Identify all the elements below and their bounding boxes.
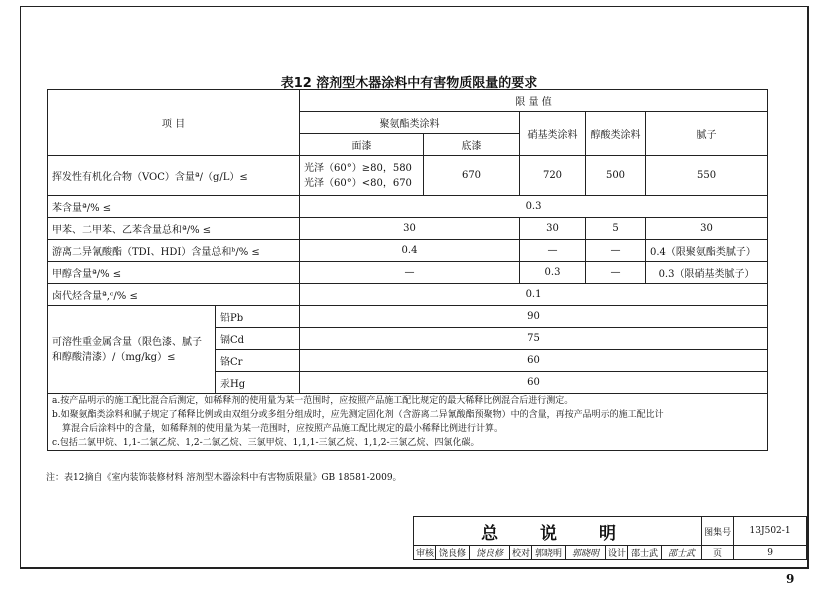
design-label: 设计 [606, 546, 628, 560]
row-methanol-nc: 0.3 [520, 262, 586, 284]
page-number: 9 [786, 572, 795, 586]
voc-topcoat-line1: 光泽（60°）≥80，580 [304, 162, 412, 174]
header-primer: 底漆 [424, 134, 520, 156]
metal-value: 90 [300, 306, 768, 328]
row-benzene-value: 0.3 [300, 196, 768, 218]
design-signature: 邵士武 [662, 546, 702, 560]
review-signature: 饶良修 [470, 546, 510, 560]
row-tdi-pu: 0.4 [300, 240, 520, 262]
limits-table [47, 89, 768, 451]
row-voc-primer: 670 [424, 156, 520, 196]
metal-name: 铬Cr [216, 350, 300, 372]
page-number-cell: 9 [734, 546, 807, 560]
row-metals-label: 可溶性重金属含量（限色漆、腻子和醇酸清漆）/（mg/kg）≤ [48, 306, 216, 394]
review-label: 审核 [414, 546, 436, 560]
voc-topcoat-line2: 光泽（60°）<80，670 [304, 177, 412, 189]
page-label: 页 [702, 546, 734, 560]
row-toluene-label: 甲苯、二甲苯、乙苯含量总和ª/% ≤ [48, 218, 300, 240]
note-b-line1: b.如聚氨酯类涂料和腻子规定了稀释比例或由双组分或多组分组成时，应先测定固化剂（含游离二异氰酸酯预聚物）中的含量，再按产品明示的施工配比计 [52, 410, 664, 420]
row-halo-value: 0.1 [300, 284, 768, 306]
row-toluene-alkyd: 5 [586, 218, 646, 240]
row-benzene-label: 苯含量ª/% ≤ [48, 196, 300, 218]
atlas-number: 13J502-1 [734, 517, 807, 546]
check-label: 校对 [510, 546, 532, 560]
review-name: 饶良修 [436, 546, 470, 560]
row-tdi-label: 游离二异氰酸酯（TDI、HDI）含量总和ᵇ/% ≤ [48, 240, 300, 262]
metal-value: 60 [300, 372, 768, 394]
row-voc-label: 挥发性有机化合物（VOC）含量ª/（g/L）≤ [48, 156, 300, 196]
header-limit: 限 量 值 [300, 90, 768, 112]
design-name: 邵士武 [628, 546, 662, 560]
row-voc-nc: 720 [520, 156, 586, 196]
row-voc-alkyd: 500 [586, 156, 646, 196]
note-b-line2: 算混合后涂料中的含量，如稀释剂的使用量为某一范围时，应按照产品施工配比规定的最小稀释比例进行计算。 [62, 424, 504, 434]
row-toluene-pu: 30 [300, 218, 520, 240]
note-c: c.包括二氯甲烷、1,1-二氯乙烷、1,2-二氯乙烷、三氯甲烷、1,1,1-三氯乙烷、1,1,2-三氯乙烷、四氯化碳。 [52, 438, 480, 448]
atlas-label: 图集号 [702, 517, 734, 546]
metal-name: 镉Cd [216, 328, 300, 350]
row-tdi-nc: — [520, 240, 586, 262]
row-methanol-putty: 0.3（限硝基类腻子） [646, 262, 768, 284]
drawing-title: 总 说 明 [414, 517, 702, 546]
row-toluene-putty: 30 [646, 218, 768, 240]
table-title: 表12 溶剂型木器涂料中有害物质限量的要求 [280, 76, 538, 91]
metal-name: 铅Pb [216, 306, 300, 328]
metal-name: 汞Hg [216, 372, 300, 394]
check-signature: 郭晓明 [566, 546, 606, 560]
row-methanol-alkyd: — [586, 262, 646, 284]
header-project: 项 目 [48, 90, 300, 156]
source-footnote: 注：表12摘自《室内装饰装修材料 溶剂型木器涂料中有害物质限量》GB 18581-2009。 [46, 473, 402, 483]
row-voc-topcoat [300, 156, 424, 196]
row-tdi-alkyd: — [586, 240, 646, 262]
header-nc: 硝基类涂料 [520, 112, 586, 156]
header-alkyd: 醇酸类涂料 [586, 112, 646, 156]
check-name: 郭晓明 [532, 546, 566, 560]
header-putty: 腻子 [646, 112, 768, 156]
header-topcoat: 面漆 [300, 134, 424, 156]
row-voc-putty: 550 [646, 156, 768, 196]
row-methanol-pu: — [300, 262, 520, 284]
title-block [413, 516, 807, 560]
table-notes [48, 394, 768, 451]
metal-value: 75 [300, 328, 768, 350]
row-halo-label: 卤代烃含量ª,ᶜ/% ≤ [48, 284, 300, 306]
note-a: a.按产品明示的施工配比混合后测定，如稀释剂的使用量为某一范围时，应按照产品施工配比规定的最大稀释比例混合后进行测定。 [52, 396, 574, 406]
row-tdi-putty: 0.4（限聚氨酯类腻子） [646, 240, 768, 262]
metal-value: 60 [300, 350, 768, 372]
row-methanol-label: 甲醇含量ª/% ≤ [48, 262, 300, 284]
row-toluene-nc: 30 [520, 218, 586, 240]
header-pu: 聚氨酯类涂料 [300, 112, 520, 134]
